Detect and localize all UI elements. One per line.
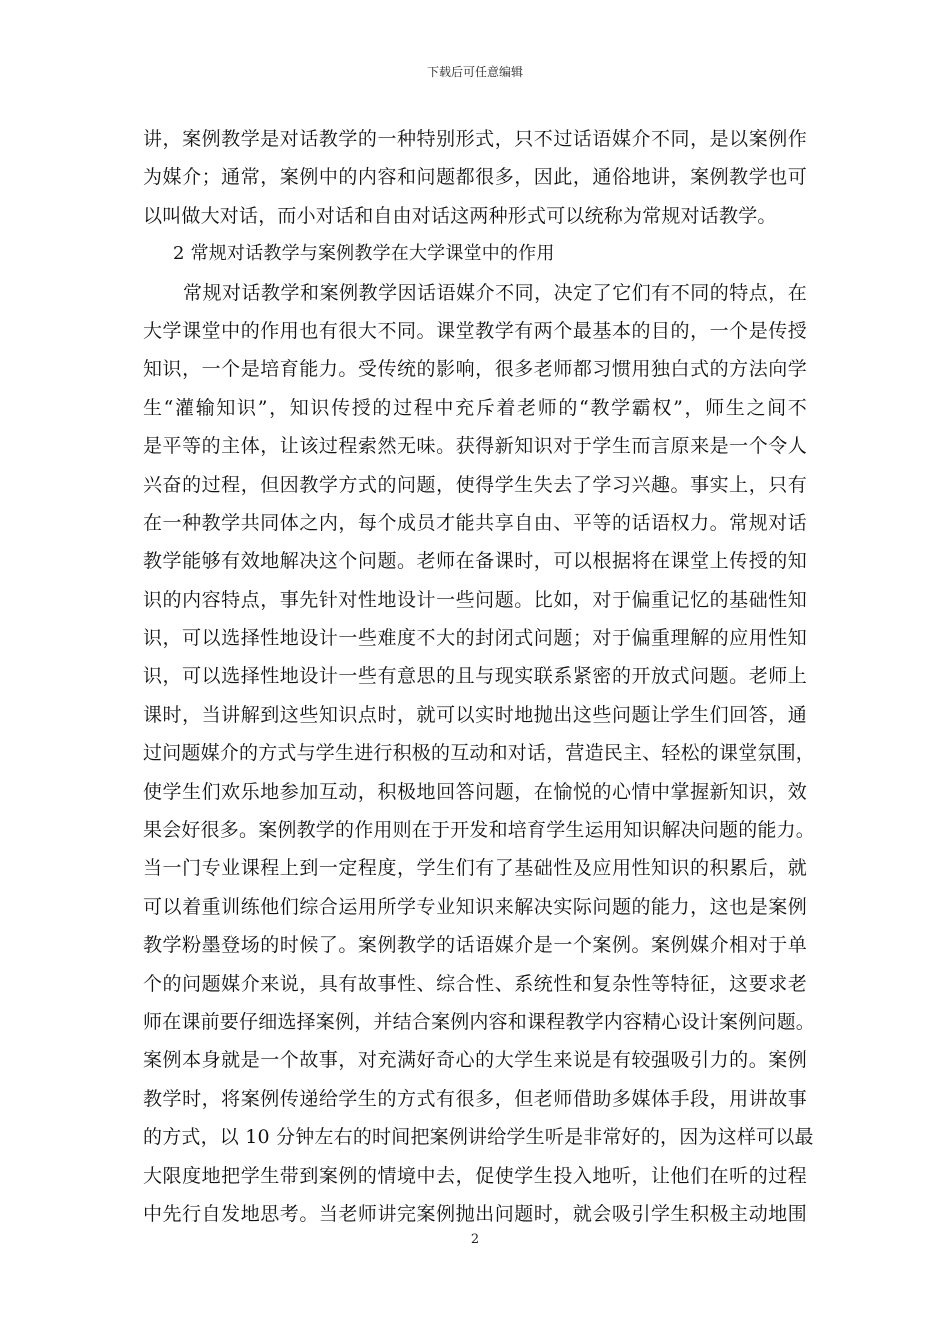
text-line: 大学课堂中的作用也有很大不同。课堂教学有两个最基本的目的，一个是传授 xyxy=(143,319,807,342)
text-line: 为媒介；通常，案例中的内容和问题都很多，因此，通俗地讲，案例教学也可 xyxy=(143,166,807,189)
text-line: 识，可以选择性地设计一些难度不大的封闭式问题；对于偏重理解的应用性知 xyxy=(143,627,807,650)
text-line: 个的问题媒介来说，具有故事性、综合性、系统性和复杂性等特征，这要求老 xyxy=(143,972,807,995)
text-line: 大限度地把学生带到案例的情境中去，促使学生投入地听，让他们在听的过程 xyxy=(143,1164,807,1187)
text-line: 使学生们欢乐地参加互动，积极地回答问题，在愉悦的心情中掌握新知识，效 xyxy=(143,780,807,803)
text-line: 师在课前要仔细选择案例，并结合案例内容和课程教学内容精心设计案例问题。 xyxy=(143,1010,816,1033)
text-line: 识，可以选择性地设计一些有意思的且与现实联系紧密的开放式问题。老师上 xyxy=(143,665,807,688)
text-line: 果会好很多。案例教学的作用则在于开发和培育学生运用知识解决问题的能力。 xyxy=(143,819,816,842)
text-line: 教学时，将案例传递给学生的方式有很多，但老师借助多媒体手段，用讲故事 xyxy=(143,1087,807,1110)
text-line: 生“灌输知识”，知识传授的过程中充斥着老师的“教学霸权”，师生之间不 xyxy=(143,396,807,419)
text-line: 中先行自发地思考。当老师讲完案例抛出问题时，就会吸引学生积极主动地围 xyxy=(143,1202,807,1225)
text-line: 教学能够有效地解决这个问题。老师在备课时，可以根据将在课堂上传授的知 xyxy=(143,550,807,573)
text-line: 当一门专业课程上到一定程度，学生们有了基础性及应用性知识的积累后，就 xyxy=(143,857,807,880)
text-line: 知识，一个是培育能力。受传统的影响，很多老师都习惯用独白式的方法向学 xyxy=(143,358,807,381)
text-line: 过问题媒介的方式与学生进行积极的互动和对话，营造民主、轻松的课堂氛围， xyxy=(143,742,816,765)
text-line: 教学粉墨登场的时候了。案例教学的话语媒介是一个案例。案例媒介相对于单 xyxy=(143,934,807,957)
text-line: 的方式，以 10 分钟左右的时间把案例讲给学生听是非常好的，因为这样可以最 xyxy=(143,1126,814,1149)
page-number: 2 xyxy=(470,1232,480,1247)
page-header: 下载后可任意编辑 xyxy=(426,65,523,79)
text-line: 讲，案例教学是对话教学的一种特别形式，只不过话语媒介不同，是以案例作 xyxy=(143,128,807,150)
text-line: 以叫做大对话，而小对话和自由对话这两种形式可以统称为常规对话教学。 xyxy=(143,204,777,227)
text-line: 是平等的主体，让该过程索然无味。获得新知识对于学生而言原来是一个令人 xyxy=(143,435,807,458)
text-line: 可以着重训练他们综合运用所学专业知识来解决实际问题的能力，这也是案例 xyxy=(143,895,807,918)
text-line: 常规对话教学和案例教学因话语媒介不同，决定了它们有不同的特点，在 xyxy=(183,281,807,304)
text-line: 课时，当讲解到这些知识点时，就可以实时地抛出这些问题让学生们回答，通 xyxy=(143,703,807,726)
text-line: 识的内容特点，事先针对性地设计一些问题。比如，对于偏重记忆的基础性知 xyxy=(143,588,807,611)
text-line: 案例本身就是一个故事，对充满好奇心的大学生来说是有较强吸引力的。案例 xyxy=(143,1049,807,1072)
document-body xyxy=(143,120,816,1233)
text-line: 兴奋的过程，但因教学方式的问题，使得学生失去了学习兴趣。事实上，只有 xyxy=(143,473,807,496)
text-line: 在一种教学共同体之内，每个成员才能共享自由、平等的话语权力。常规对话 xyxy=(143,511,807,534)
section-heading: 2 常规对话教学与案例教学在大学课堂中的作用 xyxy=(173,243,555,265)
